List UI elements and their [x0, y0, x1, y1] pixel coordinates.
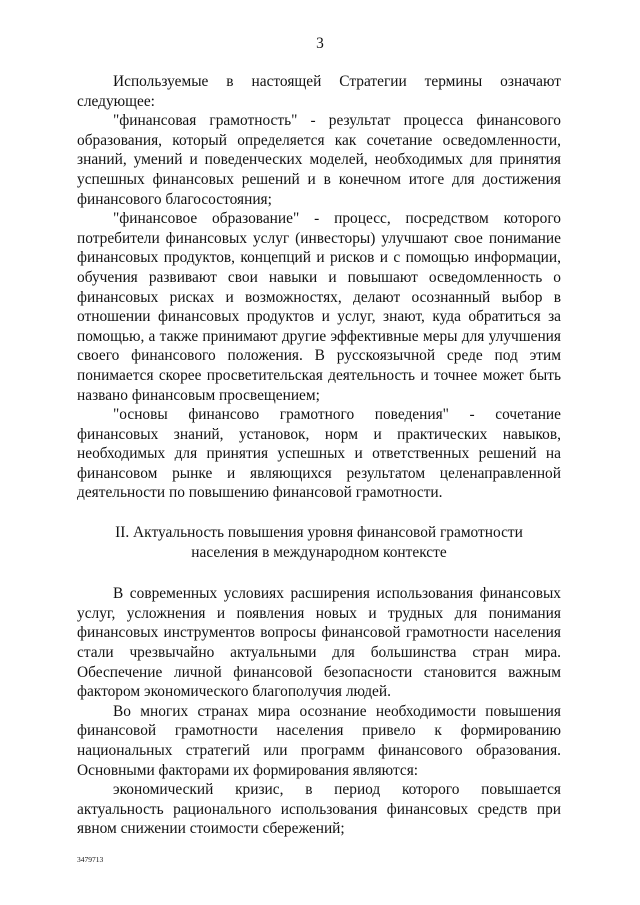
page-number: 3 — [316, 35, 324, 52]
paragraph-national-strategies: Во многих странах мира осознание необходимости повышения финансовой грамотности населения привело к формированию национальных стратегий или программ финансового образования. Основными факторами их формирования являются: — [77, 702, 561, 779]
paragraph-definition-financial-education: "финансовое образование" - процесс, посредством которого потребители финансовых услуг (инвесторы) улучшают свое понимание финансовых продуктов, концепций и рисков и с помощью информации, обучения развивают свои навыки и повышают осведомленность о финансовых рисках и возможностях, делают осознанный выбор в отношении финансовых продуктов и услуг, знают, куда обратиться за помощью, а также принимают другие эффективные меры для улучшения своего финансового положения. В русскоязычной среде под этим понимается скорее просветительская деятельность и точнее может быть названо финансовым просвещением; — [77, 210, 561, 404]
section-heading-line-1: II. Актуальность повышения уровня финансовой грамотности — [115, 524, 523, 542]
paragraph-economic-crisis: экономический кризис, в период которого повышается актуальность рационального использования финансовых средств при явном снижении стоимости сбережений; — [77, 781, 561, 838]
paragraph-definition-literate-behavior: "основы финансово грамотного поведения" - сочетание финансовых знаний, установок, норм и практических навыков, необходимых для принятия успешных и ответственных решений на финансовом рынке и являющихся результатом целенаправленной деятельности по повышению финансовой грамотности. — [77, 406, 561, 502]
paragraph-terms-intro: Используемые в настоящей Стратегии термины означают следующее: — [77, 73, 561, 110]
document-body — [77, 72, 561, 839]
document-code: 3479713 — [77, 855, 104, 864]
paragraph-modern-conditions: В современных условиях расширения использования финансовых услуг, усложнения и появления новых и трудных для понимания финансовых инструментов вопросы финансовой грамотности населения стали чрезвычайно актуальными для большинства стран мира. Обеспечение личной финансовой безопасности становится важным фактором экономического благополучия людей. — [77, 585, 561, 701]
paragraph-definition-financial-literacy: "финансовая грамотность" - результат процесса финансового образования, который определяется как сочетание осведомленности, знаний, умений и поведенческих моделей, необходимых для принятия успешных финансовых решений и в конечном итоге для достижения финансового благосостояния; — [77, 112, 561, 208]
section-heading-line-2: населения в международном контексте — [191, 543, 447, 561]
section-heading — [77, 523, 561, 562]
